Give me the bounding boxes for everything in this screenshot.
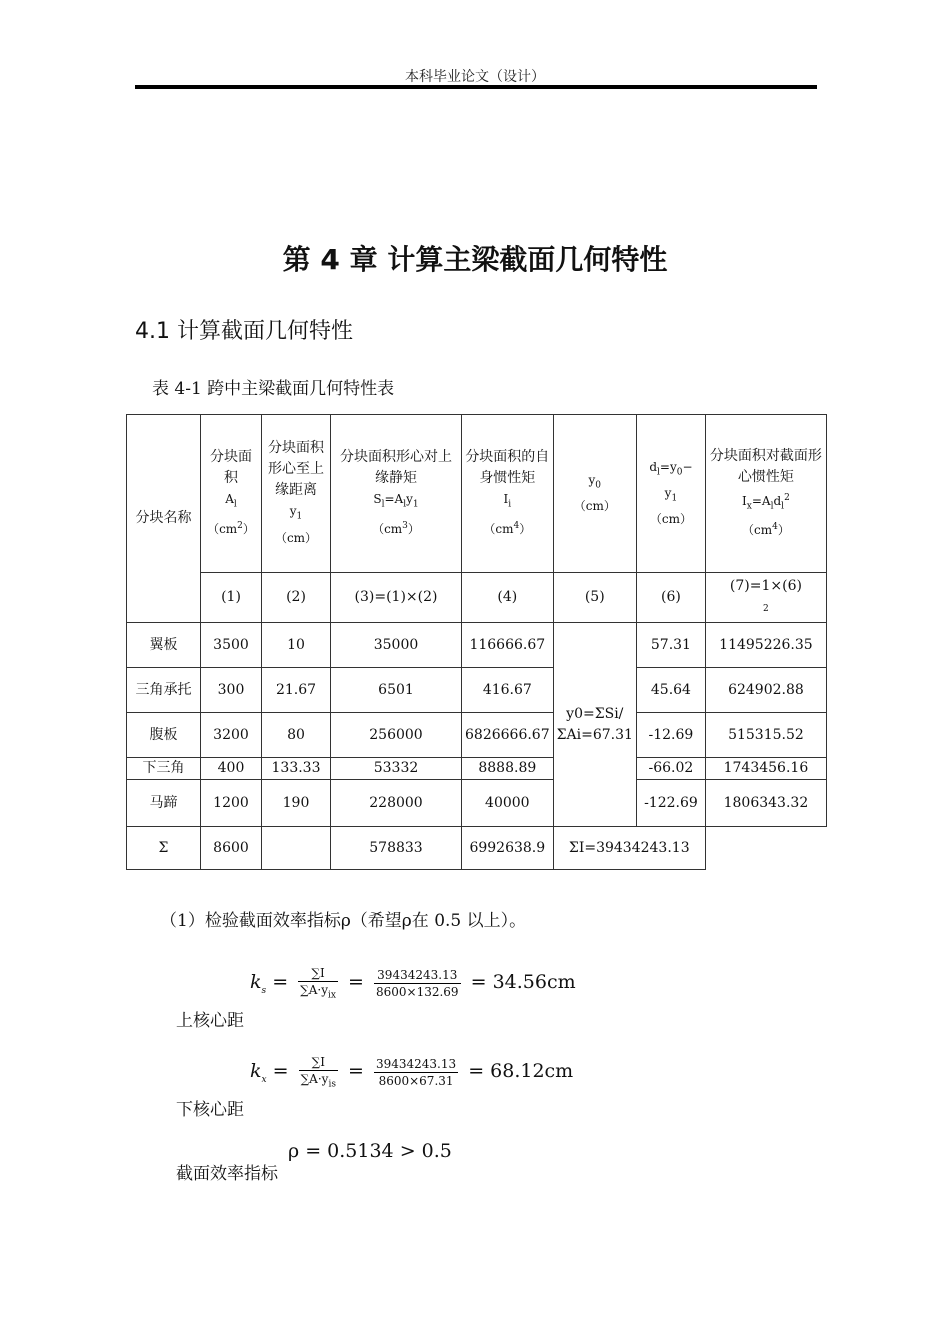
cell-static: 228000 — [331, 780, 462, 827]
header-static-moment: 分块面积形心对上缘静矩 $S_l=A_ly_1$ $(cm^3)$ — [331, 415, 462, 573]
table-row — [127, 713, 827, 758]
cell-d: -122.69 — [636, 780, 705, 827]
cell-self: 6992638.9 — [462, 827, 554, 870]
header-inertia: 分块面积对截面形心惯性矩 $I_x=A_ld_l^2$ $(cm^4)$ — [705, 415, 826, 573]
label-ks: 上核心距 — [176, 1011, 244, 1031]
cell-area: 300 — [201, 668, 262, 713]
table-row — [127, 623, 827, 668]
fraction: $\frac{39434243.13}{8600\times 132.69}$ — [375, 967, 459, 999]
cell-self: 416.67 — [462, 668, 554, 713]
cell-d: -12.69 — [636, 713, 705, 758]
cell-y1: 80 — [262, 713, 331, 758]
col-number: (1) — [201, 573, 262, 623]
cell-y1: 190 — [262, 780, 331, 827]
cell-self: 116666.67 — [462, 623, 554, 668]
cell-self: 40000 — [462, 780, 554, 827]
cell-y1: 133.33 — [262, 758, 331, 780]
formula-kx: $k_x$ = $\frac{\sum I}{\sum A\cdot y_{is}}$ = $\frac{39434243.13}{8600\times 67.31}$ = 68.12cm — [250, 1055, 574, 1090]
cell-static: 35000 — [331, 623, 462, 668]
cell-d: -66.02 — [636, 758, 705, 780]
cell-inertia: 624902.88 — [705, 668, 826, 713]
cell-inertia-sum: ΣI=39434243.13 — [553, 827, 705, 870]
formula-rho: ρ = 0.5134 > 0.5 — [288, 1140, 452, 1162]
section-title: 4.1 计算截面几何特性 — [135, 319, 353, 344]
cell-name: 下三角 — [127, 758, 201, 780]
header-y1: 分块面积形心至上缘距离 $y_1$ （cm） — [262, 415, 331, 573]
chapter-title: 第 4 章 计算主梁截面几何特性 — [282, 243, 668, 276]
header-rule — [135, 85, 817, 89]
header-y0: $y_0$ （cm） — [553, 415, 636, 573]
cell-y1: 10 — [262, 623, 331, 668]
cell-area: 3500 — [201, 623, 262, 668]
cell-static: 578833 — [331, 827, 462, 870]
col-number: (3)=(1)×(2) — [331, 573, 462, 623]
col-number: (5) — [553, 573, 636, 623]
page-header: 本科毕业论文（设计） — [405, 69, 545, 85]
cell-inertia: 515315.52 — [705, 713, 826, 758]
cell-name: 翼板 — [127, 623, 201, 668]
cell-static: 53332 — [331, 758, 462, 780]
col-number: (2) — [262, 573, 331, 623]
cell-inertia: 1743456.16 — [705, 758, 826, 780]
header-area: 分块面积 $A_l$ $(cm^2)$ — [201, 415, 262, 573]
fraction: $\frac{\sum I}{\sum A\cdot y_{ix}}$ — [300, 966, 336, 1001]
label-rho: 截面效率指标 — [176, 1164, 278, 1184]
table-header-row — [127, 415, 827, 573]
cell-name: Σ — [127, 827, 201, 870]
header-self-inertia: 分块面积的自身惯性矩 $I_i$ $(cm^4)$ — [462, 415, 554, 573]
cell-area: 8600 — [201, 827, 262, 870]
cell-self: 6826666.67 — [462, 713, 554, 758]
cell-inertia: 1806343.32 — [705, 780, 826, 827]
cell-inertia: 11495226.35 — [705, 623, 826, 668]
geometry-table — [126, 414, 827, 870]
cell-static: 6501 — [331, 668, 462, 713]
col-number: (6) — [636, 573, 705, 623]
cell-area: 400 — [201, 758, 262, 780]
formula-ks: $k_s$ = $\frac{\sum I}{\sum A\cdot y_{ix}}$ = $\frac{39434243.13}{8600\times 132.69}$ = 34.56cm — [250, 966, 576, 1001]
label-kx: 下核心距 — [176, 1100, 244, 1120]
table-row — [127, 758, 827, 780]
table-sum-row — [127, 827, 827, 870]
cell-d: 57.31 — [636, 623, 705, 668]
cell-name: 马蹄 — [127, 780, 201, 827]
header-d: $d_l=y_0-$ $y_1$ （cm） — [636, 415, 705, 573]
cell-area: 3200 — [201, 713, 262, 758]
table-caption: 表 4-1 跨中主梁截面几何特性表 — [152, 379, 395, 399]
fraction: $\frac{\sum I}{\sum A\cdot y_{is}}$ — [300, 1055, 336, 1090]
table-row — [127, 668, 827, 713]
paragraph-efficiency: （1）检验截面效率指标ρ（希望ρ在 0.5 以上）。 — [160, 911, 527, 931]
cell-static: 256000 — [331, 713, 462, 758]
header-name: 分块名称 — [127, 415, 201, 623]
fraction: $\frac{39434243.13}{8600\times 67.31}$ — [375, 1056, 457, 1088]
cell-y1 — [262, 827, 331, 870]
col-number: (4) — [462, 573, 554, 623]
cell-name: 三角承托 — [127, 668, 201, 713]
cell-y1: 21.67 — [262, 668, 331, 713]
cell-self: 8888.89 — [462, 758, 554, 780]
col-number: (7)=1×(6) 2 — [705, 573, 826, 623]
cell-name: 腹板 — [127, 713, 201, 758]
table-number-row — [127, 573, 827, 623]
table-row — [127, 780, 827, 827]
cell-d: 45.64 — [636, 668, 705, 713]
cell-y0: y0=ΣSi/ΣAi=67.31 — [553, 623, 636, 827]
cell-area: 1200 — [201, 780, 262, 827]
